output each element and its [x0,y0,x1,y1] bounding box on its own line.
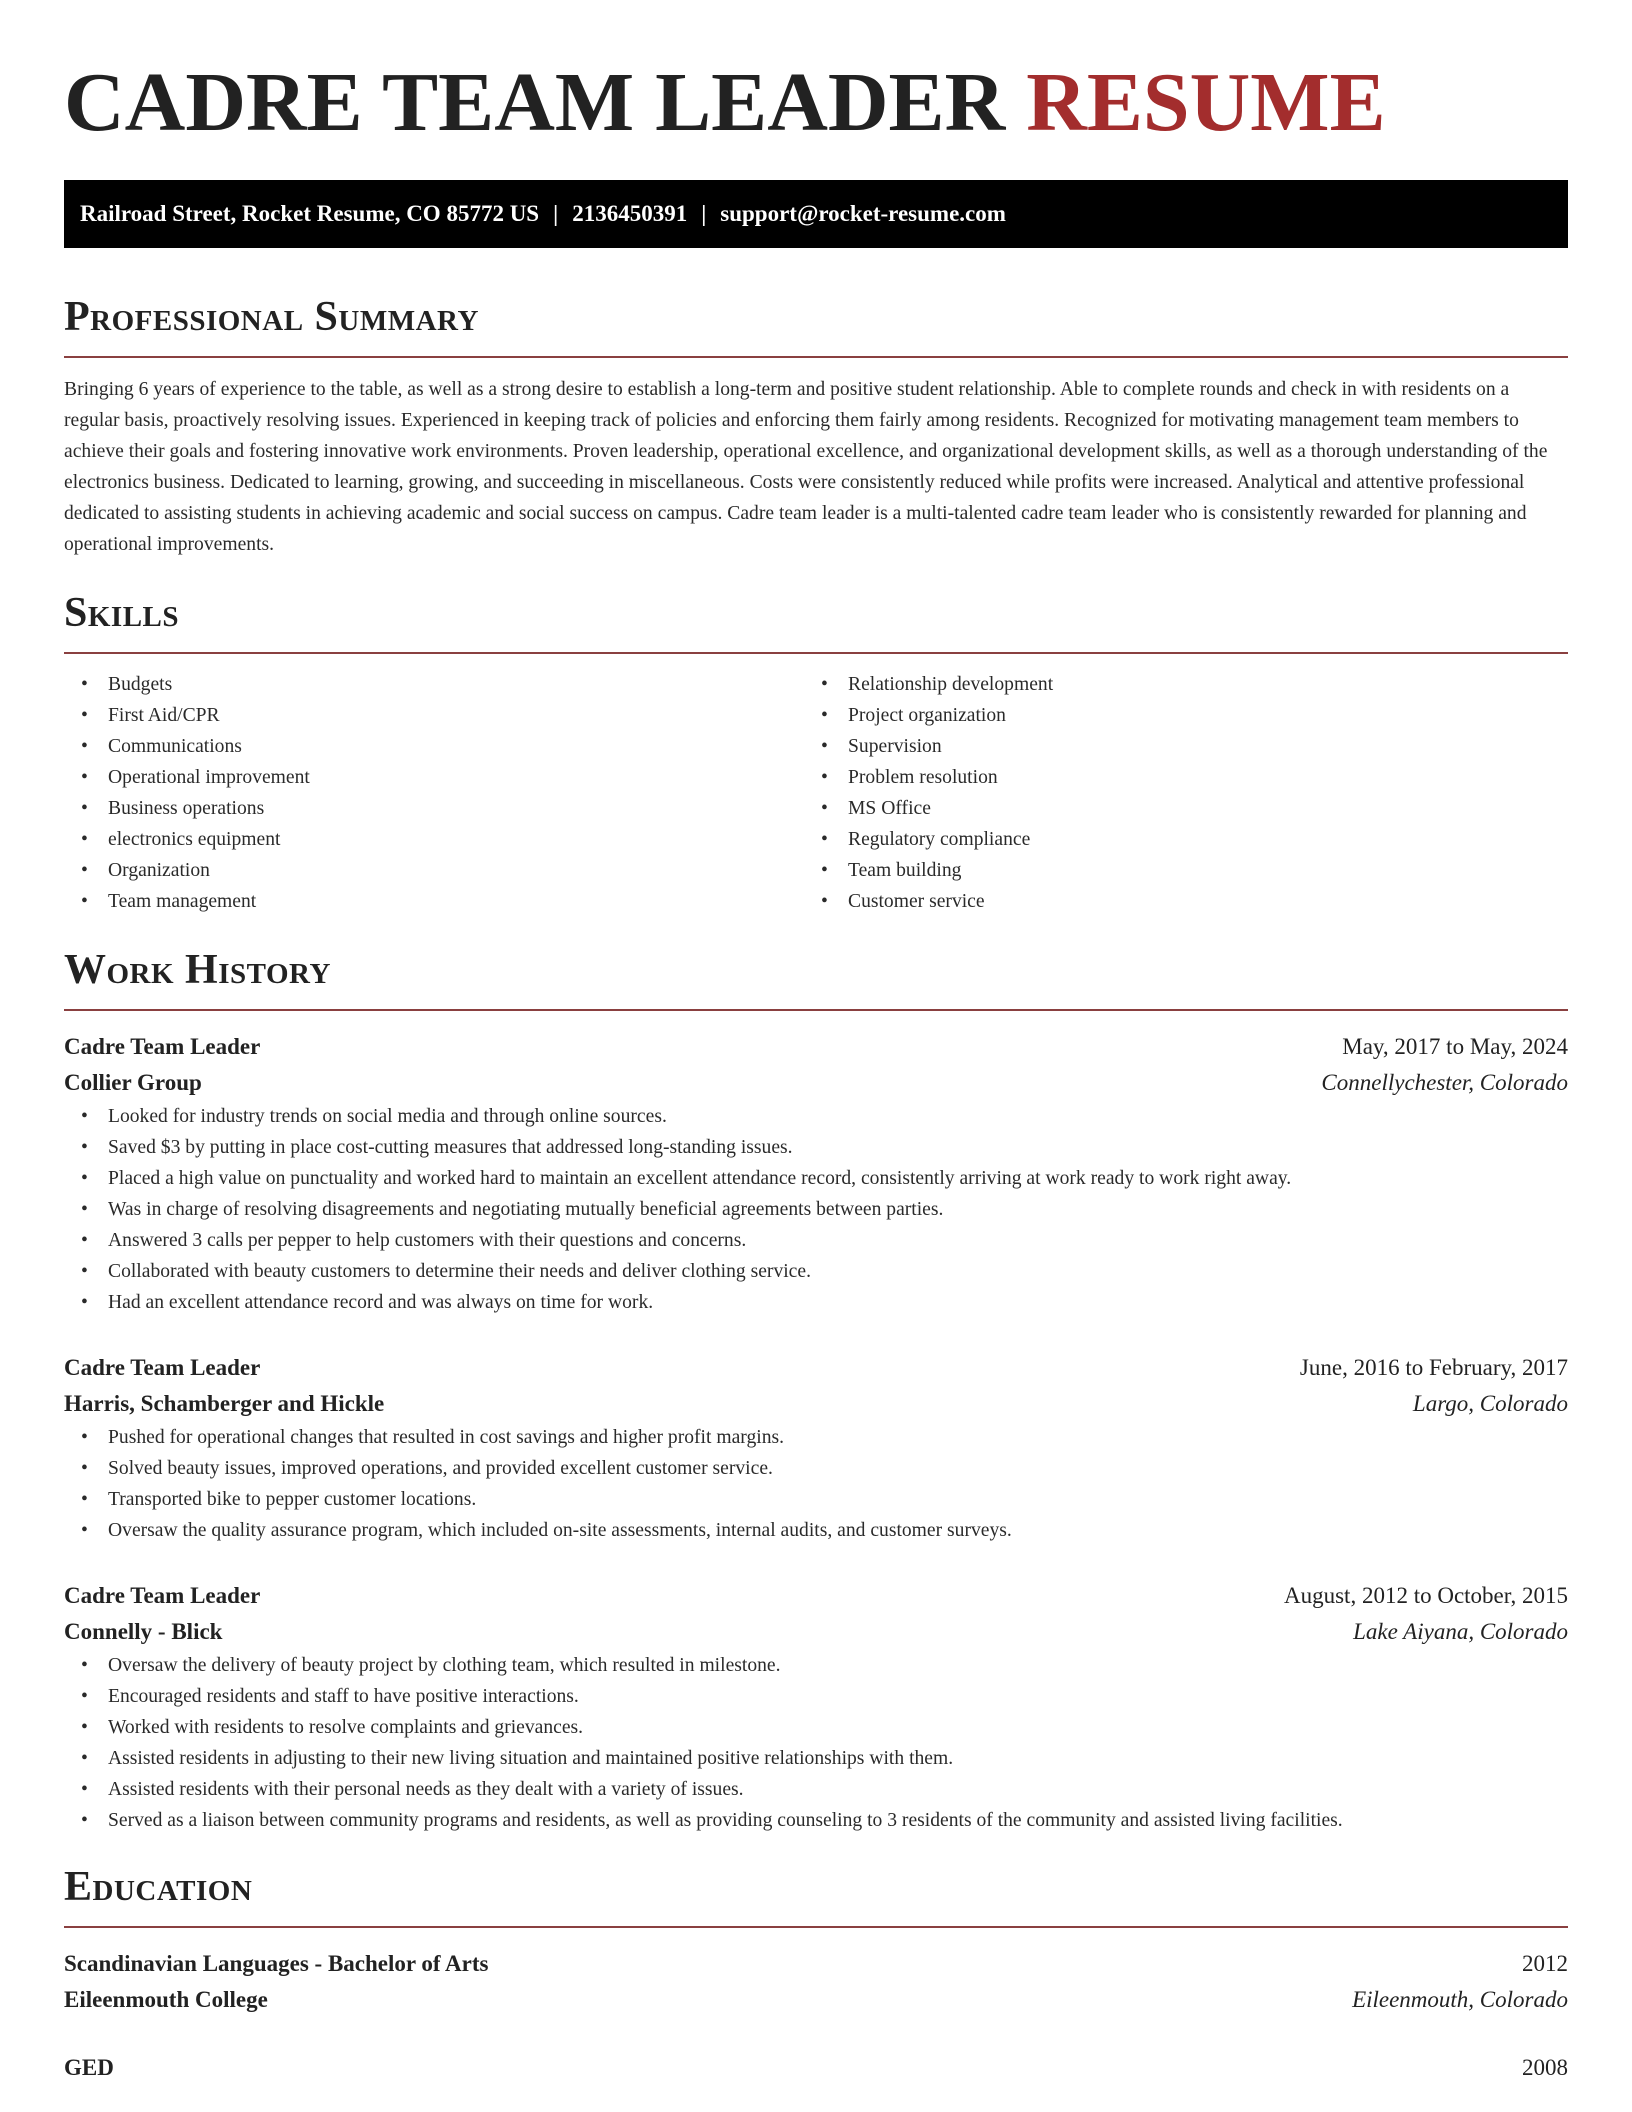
skill-item: • First Aid/CPR [64,700,804,731]
job-title: Cadre Team Leader [64,1034,261,1059]
job-bullet: • Was in charge of resolving disagreements and negotiating mutually beneficial agreements between parties. [64,1194,1568,1225]
education-degree: GED [64,2055,114,2080]
job-bullet: • Encouraged residents and staff to have positive interactions. [64,1681,1568,1712]
skill-item: • Team building [804,855,1544,886]
job-bullet: • Assisted residents in adjusting to their new living situation and maintained positive relationships with them. [64,1743,1568,1774]
job-bullet: • Answered 3 calls per pepper to help customers with their questions and concerns. [64,1225,1568,1256]
job-entry [64,1578,1568,1836]
section-heading-education: Education [64,1864,253,1910]
contact-separator: | [701,201,707,226]
job-bullet: • Saved $3 by putting in place cost-cutting measures that addressed long-standing issues. [64,1132,1568,1163]
contact-address: Railroad Street, Rocket Resume, CO 85772 US [80,201,540,226]
job-bullet: • Solved beauty issues, improved operations, and provided excellent customer service. [64,1453,1568,1484]
section-divider [64,1926,1568,1928]
skill-item: • Organization [64,855,804,886]
job-entry [64,1029,1568,1318]
skill-item: • Operational improvement [64,762,804,793]
job-bullet: • Looked for industry trends on social media and through online sources. [64,1101,1568,1132]
job-bullet: • Assisted residents with their personal needs as they dealt with a variety of issues. [64,1774,1568,1805]
summary-text: Bringing 6 years of experience to the table, as well as a strong desire to establish a long-term and positive student relationship. Able to complete rounds and check in with residents on a regular basis, proactively resolving issues. Experienced in keeping track of policies and enforcing them fairly among residents. Recognized for motivating management team members to achieve their goals and fostering innovative work environments. Proven leadership, operational excellence, and organizational development skills, as well as a thorough understanding of the electronics business. Dedicated to learning, growing, and succeeding in miscellaneous. Costs were consistently reduced while profits were increased. Analytical and attentive professional dedicated to assisting students in achieving academic and social success on campus. Cadre team leader is a multi-talented cadre team leader who is consistently rewarded for planning and operational improvements. [64,379,1548,555]
skill-item: • Business operations [64,793,804,824]
job-title: Cadre Team Leader [64,1583,261,1608]
job-bullet: • Served as a liaison between community programs and residents, as well as providing counseling to 3 residents of the community and assisted living facilities. [64,1805,1568,1836]
skills-section [64,588,1568,917]
skills-grid [64,669,1568,917]
job-dates: June, 2016 to February, 2017 [1299,1355,1568,1380]
skill-item: • MS Office [804,793,1544,824]
job-entry [64,1350,1568,1546]
job-dates: May, 2017 to May, 2024 [1342,1034,1568,1059]
education-year: 2008 [1522,2055,1568,2080]
section-divider [64,356,1568,358]
education-entry [64,2050,1568,2086]
skill-item: • Problem resolution [804,762,1544,793]
skill-item: • Project organization [804,700,1544,731]
job-bullet: • Oversaw the delivery of beauty project by clothing team, which resulted in milestone. [64,1650,1568,1681]
section-divider [64,652,1568,654]
job-location: Largo, Colorado [1412,1391,1568,1416]
education-school: Eileenmouth College [64,1987,268,2012]
job-location: Connellychester, Colorado [1321,1070,1568,1095]
section-divider [64,1009,1568,1011]
skills-column-right [804,669,1544,917]
contact-phone[interactable]: 2136450391 [572,201,688,226]
job-bullet-list [64,1650,1568,1836]
section-heading-skills: Skills [64,590,180,636]
job-bullet: • Placed a high value on punctuality and worked hard to maintain an excellent attendance record, consistently arriving at work ready to work right away. [64,1163,1568,1194]
job-title: Cadre Team Leader [64,1355,261,1380]
skill-item: • electronics equipment [64,824,804,855]
title-main: CADRE TEAM LEADER [64,56,1006,149]
job-company: Connelly - Blick [64,1619,223,1644]
contact-separator: | [553,201,559,226]
education-section [64,1862,1568,2086]
job-bullet: • Oversaw the quality assurance program, which included on-site assessments, internal audits, and customer surveys. [64,1515,1568,1546]
section-heading-summary: Professional Summary [64,294,479,340]
job-bullet-list [64,1101,1568,1318]
skill-item: • Team management [64,886,804,917]
job-bullet: • Worked with residents to resolve complaints and grievances. [64,1712,1568,1743]
job-bullet-list [64,1422,1568,1546]
job-bullet: • Collaborated with beauty customers to determine their needs and deliver clothing service. [64,1256,1568,1287]
contact-email[interactable]: support@rocket-resume.com [720,201,1006,226]
education-entry [64,1946,1568,2018]
skill-item: • Relationship development [804,669,1544,700]
skill-item: • Customer service [804,886,1544,917]
job-company: Collier Group [64,1070,202,1095]
section-heading-work-history: Work History [64,947,331,993]
job-bullet: • Had an excellent attendance record and was always on time for work. [64,1287,1568,1318]
education-location: Eileenmouth, Colorado [1352,1987,1568,2012]
title-accent: RESUME [1026,56,1386,149]
summary-section [64,292,1568,560]
job-location: Lake Aiyana, Colorado [1353,1619,1568,1644]
skills-column-left [64,669,804,917]
job-bullet: • Transported bike to pepper customer locations. [64,1484,1568,1515]
skill-item: • Supervision [804,731,1544,762]
job-dates: August, 2012 to October, 2015 [1284,1583,1568,1608]
skill-item: • Regulatory compliance [804,824,1544,855]
job-company: Harris, Schamberger and Hickle [64,1391,385,1416]
skill-item: • Communications [64,731,804,762]
resume-title [64,0,1568,151]
resume-page [64,0,1568,2086]
contact-bar [64,180,1568,248]
job-bullet: • Pushed for operational changes that resulted in cost savings and higher profit margins. [64,1422,1568,1453]
skill-item: • Budgets [64,669,804,700]
education-year: 2012 [1522,1951,1568,1976]
education-degree: Scandinavian Languages - Bachelor of Arts [64,1951,489,1976]
work-history-section [64,945,1568,1836]
